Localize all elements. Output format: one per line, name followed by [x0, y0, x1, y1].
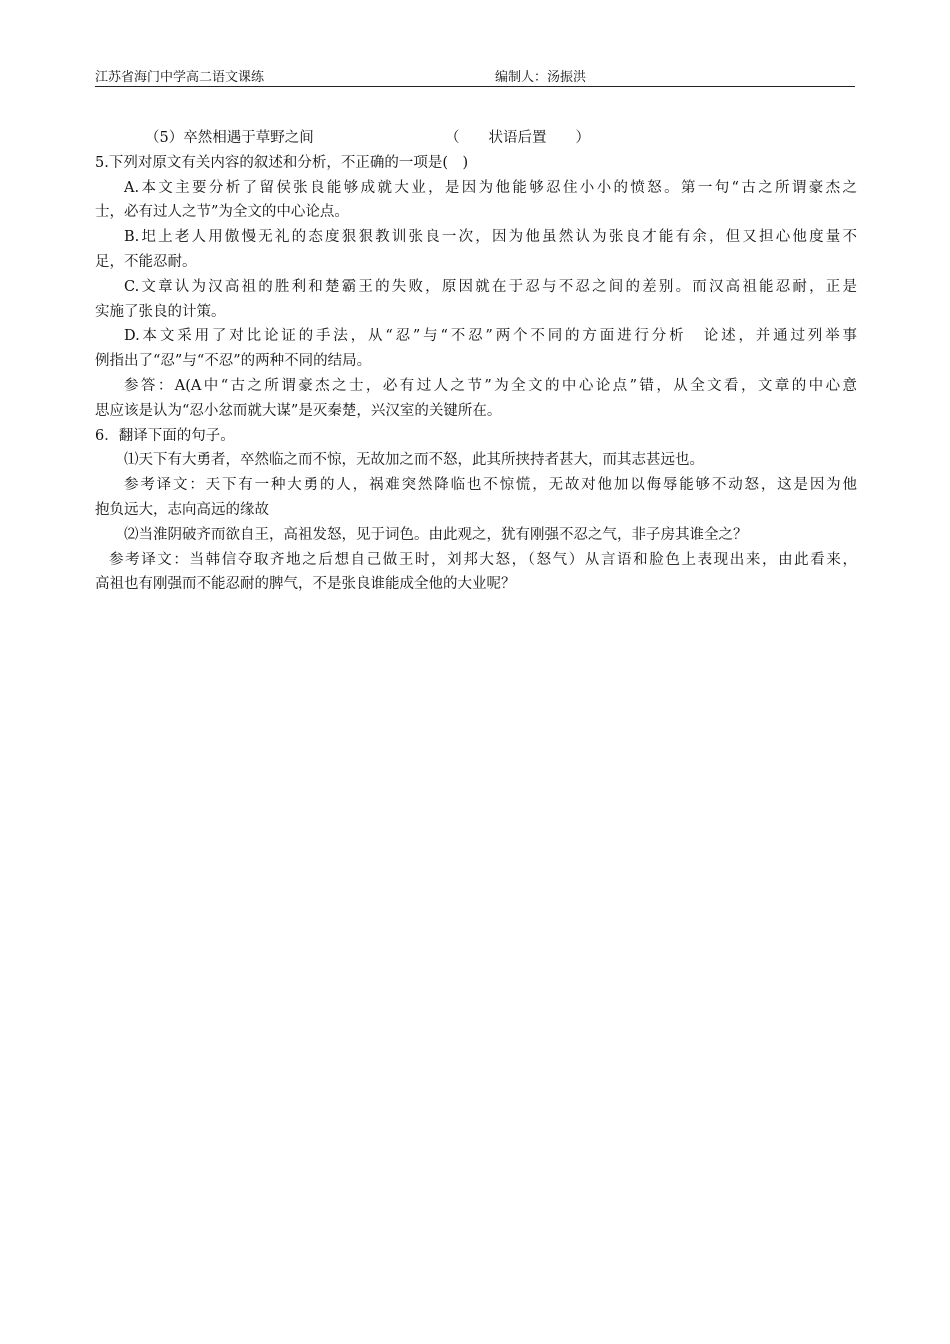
q6-translation-1-line1: 参考译文：天下有一种大勇的人，祸难突然降临也不惊慌，无故对他加以侮辱能够不动怒，这是因为他	[124, 477, 857, 494]
q5-answer-line1: 参答：A(A中“古之所谓豪杰之士，必有过人之节”为全文的中心论点”错，从全文看，文章的中心意	[124, 377, 857, 394]
q5-option-a-line1: A.本文主要分析了留侯张良能够成就大业，是因为他能够忍住小小的愤怒。第一句“古之所谓豪杰之	[124, 179, 857, 196]
header-school-title: 江苏省海门中学高二语文课练	[95, 70, 265, 85]
q5-option-c-line1: C.文章认为汉高祖的胜利和楚霸王的失败，原因就在于忍与不忍之间的差别。而汉高祖能忍耐，正是	[124, 278, 857, 295]
q6-sentence-2: ⑵当淮阴破齐而欲自王，高祖发怒，见于词色。由此观之，犹有刚强不忍之气，非子房其谁全之？	[124, 526, 748, 543]
q5-option-b-line1: B.圯上老人用傲慢无礼的态度狠狠教训张良一次，因为他虽然认为张良才能有余，但又担心他度量不	[124, 229, 857, 246]
header-editor: 编制人：汤振洪	[495, 70, 587, 85]
q6-translation-1-line2: 抱负远大，志向高远的缘故	[95, 501, 269, 518]
q6-stem: 6．翻译下面的句子。	[95, 427, 235, 444]
q5-option-c-line2: 实施了张良的计策。	[95, 303, 226, 320]
page-header	[95, 66, 855, 87]
q6-translation-2-line1: 参考译文：当韩信夺取齐地之后想自己做王时，刘邦大怒，（怒气）从言语和脸色上表现出来，由此看来，	[109, 551, 857, 568]
q6-sentence-1: ⑴天下有大勇者，卒然临之而不惊，无故加之而不怒，此其所挟持者甚大，而其志甚远也。	[124, 452, 704, 469]
item5-row	[95, 126, 857, 151]
q6-translation-2-line2: 高祖也有刚强而不能忍耐的脾气，不是张良谁能成全他的大业呢？	[95, 576, 516, 593]
q5-answer-line2: 思应该是认为“忍小忿而就大谋”是灭秦楚，兴汉室的关键所在。	[95, 402, 502, 419]
q5-option-b-line2: 足，不能忍耐。	[95, 253, 197, 270]
q5-stem: 5.下列对原文有关内容的叙述和分析，不正确的一项是( )	[95, 154, 469, 171]
item5-note: （ 状语后置 ）	[445, 130, 590, 146]
item5-sentence: （5）卒然相遇于草野之间	[145, 130, 314, 146]
q5-option-a-line2: 士，必有过人之节”为全文的中心论点。	[95, 204, 349, 221]
document-body	[95, 126, 857, 597]
q5-option-d-line1: D.本文采用了对比论证的手法，从“忍”与“不忍”两个不同的方面进行分析 论述，并通过列举事	[124, 328, 857, 345]
q5-option-d-line2: 例指出了“忍”与“不忍”的两种不同的结局。	[95, 353, 372, 370]
